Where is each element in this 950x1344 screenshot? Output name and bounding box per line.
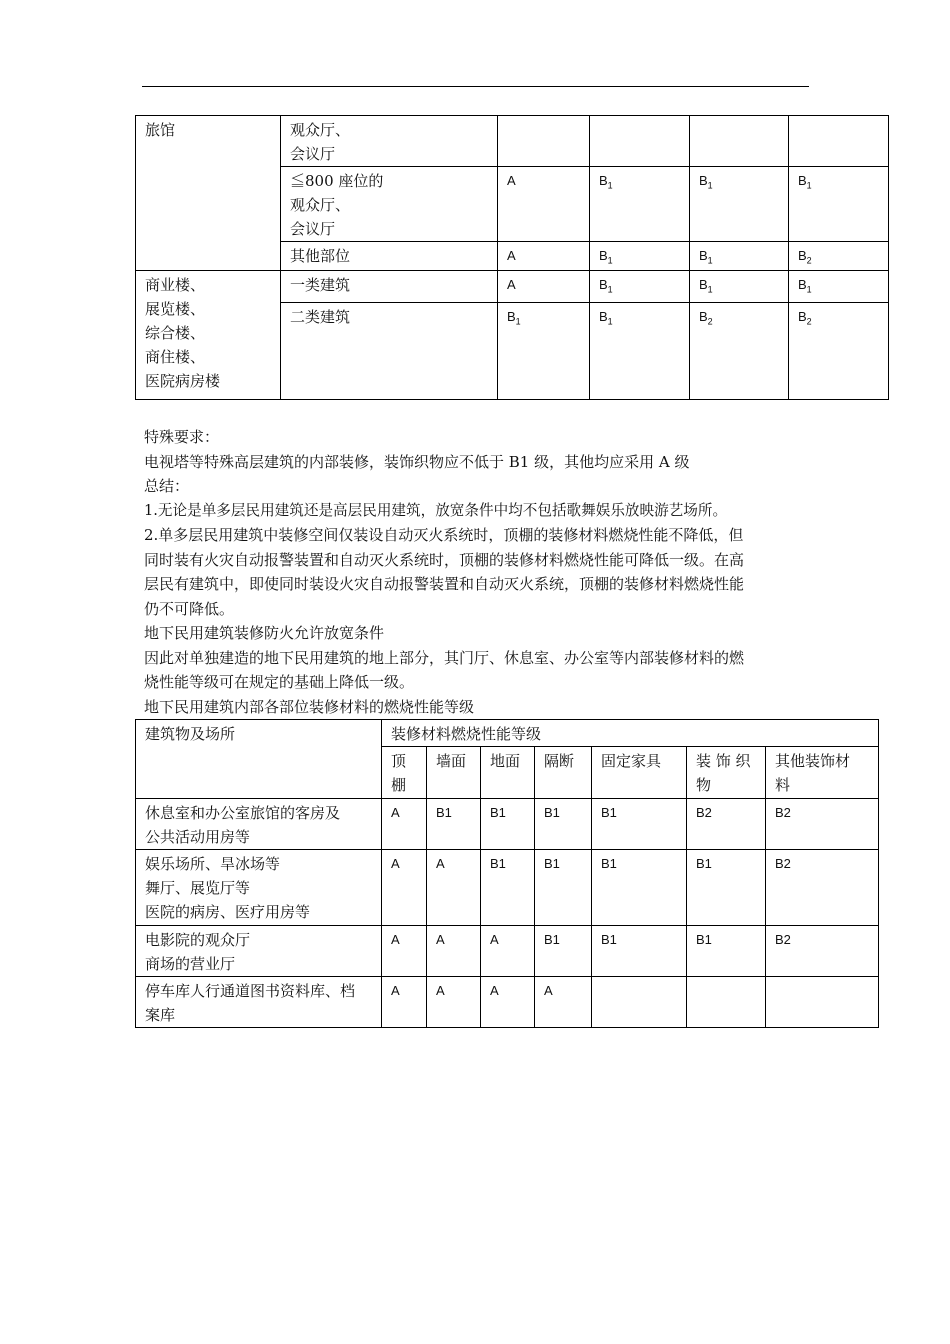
place-header: 建筑物及场所 — [136, 720, 382, 799]
grade-cell: B1 — [535, 926, 592, 977]
place-line: 商场的营业厅 — [145, 955, 236, 973]
building-line: 展览楼、 — [145, 299, 206, 318]
place-cell — [136, 926, 382, 977]
part-cell — [281, 242, 498, 271]
grade-group-header: 装修材料燃烧性能等级 — [382, 720, 879, 747]
table-row — [136, 116, 889, 167]
grade-cell: A — [382, 799, 427, 850]
part-line: 二类建筑 — [290, 307, 351, 326]
part-line: 观众厅、 — [290, 121, 351, 139]
grade-cell: A — [535, 977, 592, 1028]
sub-header-line: 料 — [775, 776, 791, 794]
sub-header-line: 棚 — [391, 776, 407, 794]
grade-letter: B — [599, 173, 608, 188]
grade-cell — [592, 977, 687, 1028]
place-line: 医院的病房、医疗用房等 — [145, 903, 311, 921]
sub-header-line: 墙面 — [436, 752, 467, 770]
table-row — [136, 270, 889, 302]
part-line: ≦800 座位的 — [290, 172, 384, 190]
grade-letter: B — [699, 308, 708, 324]
grade-cell — [498, 302, 590, 399]
grade-cell — [498, 270, 590, 302]
underground-line: 因此对单独建造的地下民用建筑的地上部分，其门厅、休息室、办公室等内部装修材料的燃 — [144, 648, 745, 667]
grade-cell: B1 — [535, 850, 592, 926]
sub-header-line: 物 — [696, 776, 712, 794]
grade-cell — [590, 167, 690, 242]
sub-header-line: 隔断 — [544, 752, 575, 770]
grade-letter: B — [599, 276, 608, 292]
part-cell — [281, 167, 498, 242]
grade-cell — [498, 116, 590, 167]
grade-letter: B — [599, 308, 608, 324]
grade-cell: B1 — [481, 799, 535, 850]
grade-sub: 2 — [806, 255, 812, 266]
grade-cell: A — [382, 926, 427, 977]
fire-rating-table-2 — [135, 719, 879, 1028]
special-body: 电视塔等特殊高层建筑的内部装修，装饰织物应不低于 B1 级，其他均应采用 A 级 — [144, 452, 690, 471]
table-row — [136, 977, 879, 1028]
grade-cell: A — [427, 977, 481, 1028]
place-cell — [136, 977, 382, 1028]
place-line: 娱乐场所、旱冰场等 — [145, 855, 281, 873]
sub-header-line: 地面 — [490, 752, 521, 770]
grade-letter: B — [798, 308, 807, 324]
grade-letter: B — [798, 248, 807, 263]
underground-line: 烧性能等级可在规定的基础上降低一级。 — [144, 673, 415, 691]
grade-sub: 1 — [515, 316, 521, 327]
sub-header-line: 顶 — [391, 752, 407, 770]
grade-cell: B2 — [766, 850, 879, 926]
building-line: 商业楼、 — [145, 275, 206, 294]
building-line: 综合楼、 — [145, 323, 206, 342]
grade-cell: A — [382, 977, 427, 1028]
grade-cell: B1 — [592, 926, 687, 977]
summary-point-2-line: 同时装有火灾自动报警装置和自动灭火系统时，顶棚的装修材料燃烧性能可降低一级。在高 — [144, 550, 745, 569]
place-cell — [136, 799, 382, 850]
grade-sub: 1 — [806, 180, 812, 191]
building-cell — [136, 116, 281, 271]
grade-cell: B1 — [687, 850, 766, 926]
sub-header-ceiling — [382, 747, 427, 799]
grade-cell — [690, 270, 789, 302]
building-cell — [136, 270, 281, 399]
grade-cell — [590, 270, 690, 302]
building-line: 旅馆 — [145, 121, 176, 139]
place-cell — [136, 850, 382, 926]
special-heading: 特殊要求： — [144, 428, 220, 446]
grade-cell: B1 — [481, 850, 535, 926]
table2-title: 地下民用建筑内部各部位装修材料的燃烧性能等级 — [144, 697, 475, 716]
grade-letter: A — [507, 276, 516, 292]
grade-cell — [789, 302, 889, 399]
grade-sub: 1 — [607, 255, 613, 266]
place-line: 停车库人行通道图书资料库、档 — [145, 982, 356, 1000]
grade-sub: 1 — [607, 316, 613, 327]
grade-cell: B1 — [535, 799, 592, 850]
sub-header-wall — [427, 747, 481, 799]
sub-header-line: 固定家具 — [601, 752, 662, 770]
grade-letter: B — [699, 248, 708, 263]
part-line: 会议厅 — [290, 220, 336, 238]
part-cell — [281, 302, 498, 399]
grade-cell — [690, 116, 789, 167]
grade-sub: 2 — [806, 316, 812, 327]
part-line: 会议厅 — [290, 145, 336, 163]
building-line: 商住楼、 — [145, 347, 206, 366]
grade-cell: B2 — [687, 799, 766, 850]
grade-letter: B — [507, 308, 516, 324]
part-line: 其他部位 — [290, 247, 351, 265]
table-row — [136, 850, 879, 926]
grade-cell — [498, 242, 590, 271]
summary-heading: 总结： — [144, 477, 190, 495]
summary-point-2-line: 层民有建筑中，即使同时装设火灾自动报警装置和自动灭火系统，顶棚的装修材料燃烧性能 — [144, 575, 745, 593]
grade-cell: B1 — [427, 799, 481, 850]
grade-cell — [789, 270, 889, 302]
grade-letter: B — [599, 248, 608, 263]
grade-cell: A — [481, 926, 535, 977]
grade-cell — [766, 977, 879, 1028]
grade-cell: B2 — [766, 926, 879, 977]
grade-cell: A — [481, 977, 535, 1028]
grade-sub: 1 — [607, 284, 613, 295]
place-line: 电影院的观众厅 — [145, 931, 251, 949]
grade-cell — [789, 116, 889, 167]
grade-sub: 2 — [707, 316, 713, 327]
header-row — [136, 720, 879, 747]
grade-letter: A — [507, 173, 516, 188]
grade-cell: A — [427, 926, 481, 977]
part-line: 一类建筑 — [290, 275, 351, 294]
grade-cell — [687, 977, 766, 1028]
grade-cell: B1 — [592, 850, 687, 926]
building-line: 医院病房楼 — [145, 371, 221, 390]
grade-letter: B — [798, 173, 807, 188]
part-cell — [281, 116, 498, 167]
grade-cell: A — [427, 850, 481, 926]
summary-point-1: 1.无论是单多层民用建筑还是高层民用建筑，放宽条件中均不包括歌舞娱乐放映游艺场所。 — [144, 501, 728, 519]
grade-letter: B — [699, 173, 708, 188]
grade-sub: 1 — [607, 180, 613, 191]
underground-heading: 地下民用建筑装修防火允许放宽条件 — [144, 624, 385, 642]
part-line: 观众厅、 — [290, 196, 351, 214]
grade-cell — [590, 116, 690, 167]
notes-section — [144, 425, 816, 719]
part-cell — [281, 270, 498, 302]
grade-cell — [590, 242, 690, 271]
summary-point-2-line: 仍不可降低。 — [144, 599, 235, 618]
grade-cell: A — [382, 850, 427, 926]
grade-sub: 1 — [707, 180, 713, 191]
fire-rating-table-1 — [135, 115, 889, 400]
place-line: 公共活动用房等 — [145, 828, 251, 846]
sub-header-fixed-furniture — [592, 747, 687, 799]
grade-cell — [498, 167, 590, 242]
grade-sub: 1 — [707, 284, 713, 295]
grade-cell: B2 — [766, 799, 879, 850]
grade-cell — [590, 302, 690, 399]
grade-cell — [789, 242, 889, 271]
grade-letter: A — [507, 248, 516, 263]
place-line: 案库 — [145, 1006, 176, 1024]
sub-header-other-materials — [766, 747, 879, 799]
grade-letter: B — [798, 276, 807, 292]
table-row — [136, 926, 879, 977]
place-line: 休息室和办公室旅馆的客房及 — [145, 804, 341, 822]
sub-header-line: 装 饰 织 — [696, 752, 751, 770]
grade-sub: 1 — [806, 284, 812, 295]
sub-header-partition — [535, 747, 592, 799]
sub-header-decorative-fabric — [687, 747, 766, 799]
grade-sub: 1 — [707, 255, 713, 266]
summary-point-2-line: 2.单多层民用建筑中装修空间仅装设自动灭火系统时，顶棚的装修材料燃烧性能不降低，但 — [144, 526, 744, 544]
grade-cell — [690, 167, 789, 242]
header-rule — [142, 86, 809, 87]
grade-letter: B — [699, 276, 708, 292]
sub-header-line: 其他装饰材 — [775, 752, 851, 770]
table-row — [136, 799, 879, 850]
grade-cell — [690, 242, 789, 271]
place-line: 舞厅、展览厅等 — [145, 879, 251, 897]
grade-cell: B1 — [687, 926, 766, 977]
grade-cell — [690, 302, 789, 399]
grade-cell — [789, 167, 889, 242]
sub-header-floor — [481, 747, 535, 799]
grade-cell: B1 — [592, 799, 687, 850]
